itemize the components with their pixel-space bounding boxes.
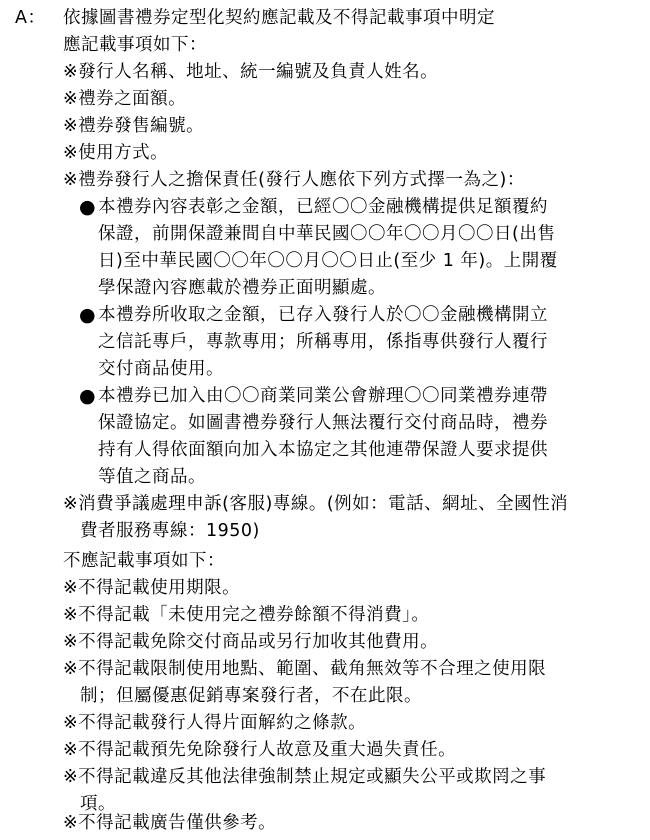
prohibited-item: ※不得記載使用期限。 (63, 578, 241, 598)
prohibited-item-continuation: 項。 (80, 794, 116, 814)
prohibited-item: ※不得記載預先免除發行人故意及重大過失責任。 (63, 740, 457, 760)
prohibited-item-continuation: 制；但屬優惠促銷專案發行者，不在此限。 (80, 686, 422, 706)
answer-label: A： (15, 8, 46, 28)
prohibited-item: ※不得記載廣告僅供參考。 (63, 813, 277, 833)
bullet-icon: ● (79, 385, 97, 407)
consumer-line: ※消費爭議處理申訴(客服)專線。(例如：電話、網址、全國性消 (63, 494, 569, 514)
prohibited-item: ※不得記載發行人得片面解約之條款。 (63, 713, 367, 733)
required-item: ※禮券發行人之擔保責任(發行人應依下列方式擇一為之)： (63, 170, 525, 190)
option-line: 本禮券內容表彰之金額，已經〇〇金融機構提供足額覆約 (98, 197, 548, 217)
intro-line: 應記載事項如下： (63, 35, 207, 55)
prohibited-item: ※不得記載違反其他法律強制禁止規定或顯失公平或欺罔之事 (63, 767, 547, 787)
prohibited-item: ※不得記載免除交付商品或另行加收其他費用。 (63, 632, 439, 652)
intro-line: 依據圖書禮券定型化契約應記載及不得記載事項中明定 (63, 8, 495, 28)
option-line: 保證，前開保證兼間自中華民國〇〇年〇〇月〇〇日(出售 (98, 224, 556, 244)
option-line: 本禮券已加入由〇〇商業同業公會辦理〇〇同業禮券連帶 (98, 386, 548, 406)
option-line: 本禮券所收取之金額，已存入發行人於〇〇金融機構開立 (98, 305, 548, 325)
option-line: 學保證內容應載於禮券正面明顯處。 (98, 278, 386, 298)
required-item: ※使用方式。 (63, 143, 169, 163)
required-item: ※禮券發售編號。 (63, 116, 205, 136)
prohibited-item: ※不得記載「未使用完之禮券餘額不得消費」。 (63, 605, 430, 625)
option-line: 保證協定。如圖書禮券發行人無法覆行交付商品時，禮券 (98, 413, 548, 433)
prohibited-heading: 不應記載事項如下： (63, 551, 225, 571)
required-item: ※禮券之面額。 (63, 89, 187, 109)
consumer-line: 費者服務專線：1950) (80, 521, 260, 541)
option-line: 日)至中華民國〇〇年〇〇月〇〇日止(至少 1 年)。上開覆 (98, 251, 558, 271)
required-item: ※發行人名稱、地址、統一編號及負責人姓名。 (63, 62, 439, 82)
prohibited-item: ※不得記載限制使用地點、範圍、截角無效等不合理之使用限 (63, 659, 547, 679)
option-line: 持有人得依面額向加入本協定之其他連帶保證人要求提供 (98, 440, 548, 460)
bullet-icon: ● (79, 304, 97, 326)
bullet-icon: ● (79, 196, 97, 218)
option-line: 等值之商品。 (98, 467, 206, 487)
option-line: 之信託專戶，專款專用；所稱專用，係指專供發行人覆行 (98, 332, 548, 352)
option-line: 交付商品使用。 (98, 359, 224, 379)
